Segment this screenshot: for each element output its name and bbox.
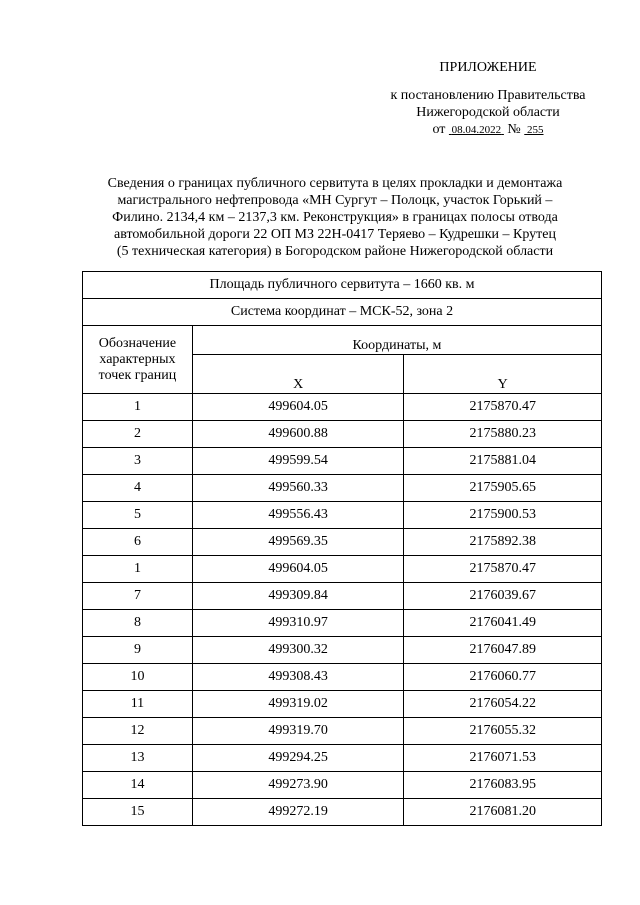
x-cell: 499310.97: [192, 610, 404, 637]
y-cell: 2175880.23: [404, 421, 602, 448]
y-cell: 2176047.89: [404, 637, 602, 664]
x-cell: 499294.25: [192, 745, 404, 772]
point-cell: 10: [83, 664, 193, 691]
y-cell: 2175892.38: [404, 529, 602, 556]
y-column-header: Y: [404, 355, 602, 394]
title-line: Филино. 2134,4 км – 2137,3 км. Реконструкция» в границах полосы отвода: [112, 210, 558, 225]
decree-date: 08.04.2022: [451, 124, 502, 136]
date-prefix: от: [432, 122, 446, 137]
y-cell: 2176041.49: [404, 610, 602, 637]
y-cell: 2175870.47: [404, 556, 602, 583]
table-row: [83, 664, 602, 691]
system-cell: Система координат – МСК-52, зона 2: [83, 299, 602, 326]
decree-line-2: Нижегородской области: [416, 105, 560, 120]
date-number-line: [368, 121, 608, 139]
point-cell: 6: [83, 529, 193, 556]
title-line: автомобильной дороги 22 ОП МЗ 22Н-0417 Теряево – Кудрешки – Крутец: [114, 227, 556, 242]
point-cell: 9: [83, 637, 193, 664]
y-cell: 2175870.47: [404, 394, 602, 421]
y-cell: 2176054.22: [404, 691, 602, 718]
document-title: [70, 175, 600, 260]
point-cell: 4: [83, 475, 193, 502]
point-cell: 3: [83, 448, 193, 475]
y-cell: 2176071.53: [404, 745, 602, 772]
table-row: [83, 745, 602, 772]
y-cell: 2176081.20: [404, 799, 602, 826]
x-cell: 499600.88: [192, 421, 404, 448]
header-row: [83, 326, 602, 355]
x-cell: 499319.70: [192, 718, 404, 745]
x-cell: 499319.02: [192, 691, 404, 718]
x-cell: 499300.32: [192, 637, 404, 664]
x-cell: 499604.05: [192, 556, 404, 583]
point-cell: 1: [83, 556, 193, 583]
title-line: Сведения о границах публичного сервитута в целях прокладки и демонтажа: [107, 176, 563, 191]
area-cell: Площадь публичного сервитута – 1660 кв. м: [83, 272, 602, 299]
point-cell: 12: [83, 718, 193, 745]
y-cell: 2176039.67: [404, 583, 602, 610]
x-cell: 499560.33: [192, 475, 404, 502]
table-row: [83, 772, 602, 799]
point-cell: 1: [83, 394, 193, 421]
table-row: [83, 637, 602, 664]
table-row: [83, 556, 602, 583]
point-cell: 13: [83, 745, 193, 772]
point-cell: 2: [83, 421, 193, 448]
point-cell: 15: [83, 799, 193, 826]
x-cell: 499604.05: [192, 394, 404, 421]
y-cell: 2176055.32: [404, 718, 602, 745]
table-row: [83, 502, 602, 529]
table-row: [83, 394, 602, 421]
system-row: [83, 299, 602, 326]
table-row: [83, 583, 602, 610]
x-cell: 499599.54: [192, 448, 404, 475]
x-cell: 499569.35: [192, 529, 404, 556]
table-row: [83, 448, 602, 475]
point-cell: 11: [83, 691, 193, 718]
point-cell: 7: [83, 583, 193, 610]
table-row: [83, 691, 602, 718]
number-sign: №: [507, 122, 521, 137]
decree-number: 255: [527, 124, 544, 136]
point-cell: 5: [83, 502, 193, 529]
y-cell: 2176060.77: [404, 664, 602, 691]
table-row: [83, 718, 602, 745]
x-cell: 499308.43: [192, 664, 404, 691]
point-cell: 8: [83, 610, 193, 637]
title-line: магистрального нефтепровода «МН Сургут – Полоцк, участок Горький –: [117, 193, 553, 208]
table-row: [83, 610, 602, 637]
y-cell: 2175900.53: [404, 502, 602, 529]
x-cell: 499272.19: [192, 799, 404, 826]
table-row: [83, 475, 602, 502]
decree-line-1: к постановлению Правительства: [390, 88, 586, 103]
x-cell: 499556.43: [192, 502, 404, 529]
title-line: (5 техническая категория) в Богородском районе Нижегородской области: [116, 244, 554, 259]
area-row: [83, 272, 602, 299]
table-row: [83, 421, 602, 448]
y-cell: 2175905.65: [404, 475, 602, 502]
x-cell: 499309.84: [192, 583, 404, 610]
point-column-header: Обозначение характерных точек границ: [83, 326, 193, 394]
x-cell: 499273.90: [192, 772, 404, 799]
x-column-header: X: [192, 355, 404, 394]
point-cell: 14: [83, 772, 193, 799]
appendix-header: [368, 59, 608, 139]
y-cell: 2176083.95: [404, 772, 602, 799]
table-row: [83, 799, 602, 826]
y-cell: 2175881.04: [404, 448, 602, 475]
appendix-title: ПРИЛОЖЕНИЕ: [439, 60, 537, 75]
table-row: [83, 529, 602, 556]
coordinates-table: [82, 271, 602, 826]
coordinates-column-header: Координаты, м: [192, 326, 601, 355]
